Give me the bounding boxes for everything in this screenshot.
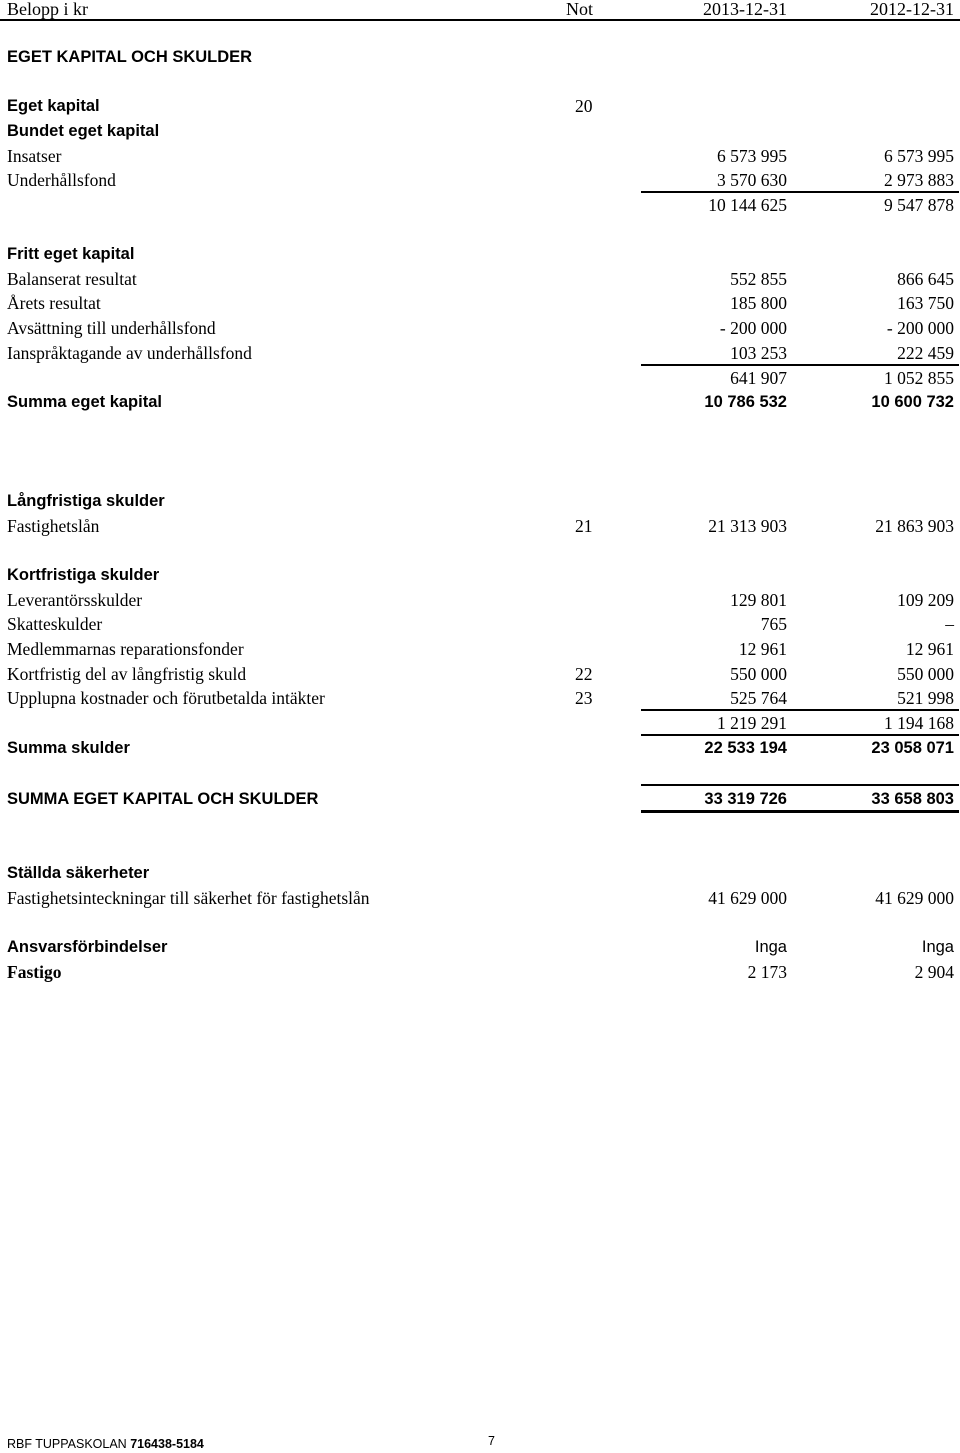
row-value-2012: 866 645 (897, 269, 954, 289)
fastigo-label: Fastigo (7, 962, 62, 982)
grand-total-double-rule (641, 810, 959, 813)
row-value-2013: 129 801 (730, 590, 787, 610)
row-value-2012: 521 998 (897, 688, 954, 708)
grand-total-2012: 33 658 803 (871, 790, 954, 808)
fastigo-2012: 2 904 (914, 962, 954, 982)
ansvars-2013: Inga (754, 938, 787, 956)
table-row (0, 588, 960, 612)
row-label: Underhållsfond (7, 170, 116, 190)
summa-skulder-2012: 23 058 071 (871, 739, 954, 757)
table-row (0, 637, 960, 661)
subtotal-2012: 9 547 878 (884, 195, 954, 215)
summa-eget-kapital-row (0, 390, 960, 414)
row-label: Leverantörsskulder (7, 590, 143, 610)
table-header (0, 0, 960, 21)
stallda-heading: Ställda säkerheter (7, 864, 150, 882)
table-row (0, 291, 960, 315)
fastigo-2013: 2 173 (747, 962, 787, 982)
grand-total-top-rule (641, 784, 959, 786)
row-note: 23 (575, 688, 593, 708)
row-label: Avsättning till underhållsfond (7, 318, 216, 338)
eget-kapital-heading-row (0, 94, 960, 118)
row-value-2012: - 200 000 (886, 318, 954, 338)
row-label: Medlemmarnas reparationsfonder (7, 639, 244, 659)
summa-eget-kapital-label: Summa eget kapital (7, 393, 162, 411)
table-row (0, 341, 960, 365)
subtotal-2013: 10 144 625 (708, 195, 787, 215)
grand-total-label: SUMMA EGET KAPITAL OCH SKULDER (7, 790, 319, 808)
row-label: Fastighetslån (7, 516, 100, 536)
row-value-2013: 41 629 000 (708, 888, 787, 908)
table-row (0, 267, 960, 291)
summa-skulder-2013: 22 533 194 (704, 739, 787, 757)
row-label: Ianspråktagande av underhållsfond (7, 343, 252, 363)
summa-eget-kapital-2012: 10 600 732 (871, 393, 954, 411)
header-col-2013: 2013-12-31 (703, 0, 787, 19)
grand-total-row (0, 787, 960, 811)
row-value-2013: 552 855 (730, 269, 787, 289)
ansvars-row (0, 935, 960, 959)
langfristiga-heading: Långfristiga skulder (7, 492, 165, 510)
footer-org-number: 716438-5184 (130, 1437, 204, 1451)
row-value-2013: 525 764 (730, 688, 787, 708)
row-value-2013: 12 961 (738, 639, 787, 659)
row-value-2013: 21 313 903 (708, 516, 787, 536)
subtotal-row (0, 366, 960, 390)
kortfristiga-heading: Kortfristiga skulder (7, 566, 160, 584)
row-value-2013: 550 000 (730, 664, 787, 684)
row-note: 21 (575, 516, 593, 536)
page-number: 7 (488, 1434, 495, 1448)
eget-kapital-heading: Eget kapital (7, 97, 100, 115)
subtotal-2012: 1 194 168 (884, 713, 954, 733)
header-divider (0, 19, 960, 21)
bundet-heading: Bundet eget kapital (7, 122, 160, 140)
row-note: 22 (575, 664, 593, 684)
row-value-2012: 222 459 (897, 343, 954, 363)
kortfristiga-heading-row (0, 563, 960, 587)
ansvars-2012: Inga (921, 938, 954, 956)
table-row (0, 168, 960, 192)
row-label: Upplupna kostnader och förutbetalda intäkter (7, 688, 325, 708)
row-label: Fastighetsinteckningar till säkerhet för fastighetslån (7, 888, 370, 908)
table-row (0, 662, 960, 686)
section-title-row (0, 45, 960, 69)
footer-org (7, 1436, 204, 1452)
ansvars-label: Ansvarsförbindelser (7, 938, 168, 956)
bundet-heading-row (0, 119, 960, 143)
row-value-2013: 6 573 995 (717, 146, 787, 166)
subtotal-row (0, 193, 960, 217)
row-value-2012: – (945, 614, 954, 634)
header-col-2012: 2012-12-31 (870, 0, 954, 19)
row-value-2012: 163 750 (897, 293, 954, 313)
subtotal-row (0, 711, 960, 735)
section-title: EGET KAPITAL OCH SKULDER (7, 48, 253, 66)
stallda-heading-row (0, 861, 960, 885)
langfristiga-heading-row (0, 489, 960, 513)
fastigo-row (0, 960, 960, 984)
subtotal-2012: 1 052 855 (884, 368, 954, 388)
footer-org-name: RBF TUPPASKOLAN (7, 1437, 127, 1451)
summa-skulder-row (0, 736, 960, 760)
row-value-2012: 550 000 (897, 664, 954, 684)
row-label: Skatteskulder (7, 614, 103, 634)
row-value-2012: 2 973 883 (884, 170, 954, 190)
summa-skulder-label: Summa skulder (7, 739, 130, 757)
row-value-2013: 185 800 (730, 293, 787, 313)
grand-total-2013: 33 319 726 (704, 790, 787, 808)
row-value-2012: 6 573 995 (884, 146, 954, 166)
row-value-2012: 41 629 000 (875, 888, 954, 908)
subtotal-2013: 1 219 291 (717, 713, 787, 733)
header-note: Not (566, 0, 593, 19)
row-value-2013: 3 570 630 (717, 170, 787, 190)
row-label: Årets resultat (7, 293, 101, 313)
table-row (0, 316, 960, 340)
header-amount-label: Belopp i kr (7, 0, 88, 19)
eget-kapital-note: 20 (575, 96, 593, 116)
summa-eget-kapital-2013: 10 786 532 (704, 393, 787, 411)
row-value-2012: 21 863 903 (875, 516, 954, 536)
row-value-2013: 103 253 (730, 343, 787, 363)
row-value-2013: - 200 000 (719, 318, 787, 338)
page-footer (0, 1436, 960, 1452)
row-value-2012: 109 209 (897, 590, 954, 610)
subtotal-2013: 641 907 (730, 368, 787, 388)
table-row (0, 686, 960, 710)
table-row (0, 144, 960, 168)
row-label: Balanserat resultat (7, 269, 137, 289)
row-value-2012: 12 961 (905, 639, 954, 659)
table-row (0, 514, 960, 538)
table-row (0, 886, 960, 910)
fritt-heading: Fritt eget kapital (7, 245, 135, 263)
row-value-2013: 765 (760, 614, 787, 634)
row-label: Kortfristig del av långfristig skuld (7, 664, 247, 684)
table-row (0, 612, 960, 636)
row-label: Insatser (7, 146, 62, 166)
fritt-heading-row (0, 242, 960, 266)
